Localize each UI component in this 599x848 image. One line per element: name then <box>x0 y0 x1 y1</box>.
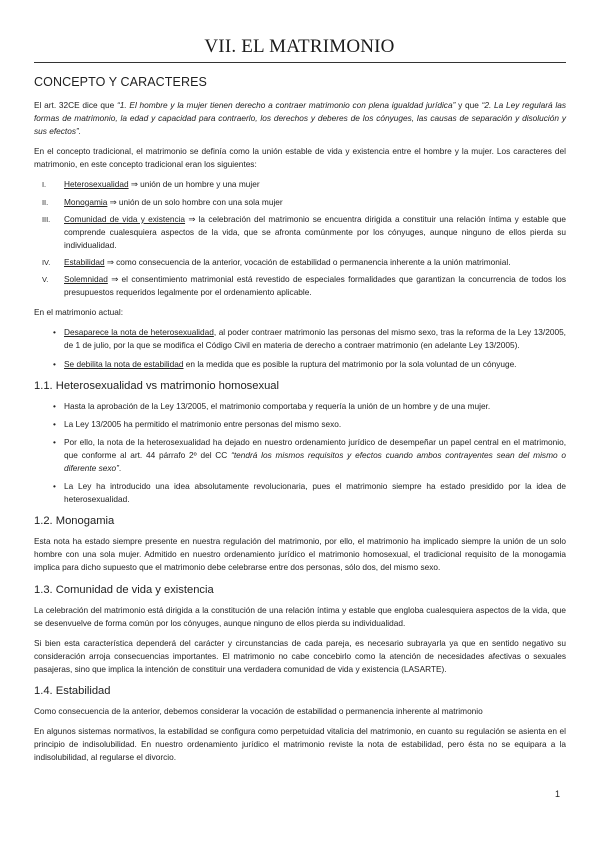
item-term: Desaparece la nota de heterosexualidad <box>64 327 214 338</box>
list-item <box>34 480 566 506</box>
subsection-heading-1-3: 1.3. Comunidad de vida y existencia <box>34 583 214 596</box>
list-item <box>34 436 566 475</box>
bullet-icon: • <box>53 358 56 369</box>
stability-paragraph-2: En algunos sistemas normativos, la estabilidad se configura como perpetuidad vitalicia del matrimonio, en cuanto su regulación se asienta en el principio de indisolubilidad. En nuestro ordenamiento jurídico el matrimonio reviste la nota de estabilidad, pero ésta no se equipara a la indisolubilidad, al regularse el divorcio. <box>34 726 566 763</box>
characters-list <box>34 178 566 299</box>
item-text: ⇒ como consecuencia de la anterior, vocación de estabilidad o permanencia inherente a la unión matrimonial. <box>104 256 511 267</box>
item-text: ⇒ unión de un solo hombre con una sola mujer <box>107 196 283 207</box>
title-divider <box>34 62 566 63</box>
traditional-concept-paragraph: En el concepto tradicional, el matrimonio se definía como la unión estable de vida y existencia entre el hombre y la mujer. Los caracteres del matrimonio, en este concepto tradicional eran los siguientes: <box>34 146 566 170</box>
item-text: ⇒ unión de un hombre y una mujer <box>128 179 260 190</box>
item-term: Comunidad de vida y existencia <box>64 213 186 224</box>
current-marriage-paragraph: En el matrimonio actual: <box>34 307 124 318</box>
stability-paragraph-1: Como consecuencia de la anterior, debemos considerar la vocación de estabilidad o permanencia inherente al matrimonio <box>34 706 483 716</box>
quote-article-44: “tendrá los mismos requisitos y efectos cuando ambos contrayentes sean del mismo o diferente sexo” <box>64 449 566 473</box>
bullet-icon: • <box>53 400 56 411</box>
item-text: Hasta la aprobación de la Ley 13/2005, el matrimonio comportaba y requería la unión de un hombre y de una mujer. <box>64 400 491 411</box>
item-text: ⇒ el consentimiento matrimonial está revestido de especiales formalidades que garantizan la concurrencia de todos los presupuestos requeridos legalmente por el ordenamiento aplicable. <box>64 274 566 298</box>
character-item <box>34 256 566 269</box>
item-text: La Ley ha introducido una idea absolutamente revolucionaria, pues el matrimonio siempre ha estado presidido por la idea de heterosexualidad. <box>64 481 566 505</box>
item-term: Heterosexualidad <box>64 179 129 190</box>
character-item <box>34 196 566 209</box>
item-term: Se debilita la nota de estabilidad <box>64 358 184 369</box>
item-number: III. <box>42 214 51 224</box>
community-paragraph-2: Si bien esta característica dependerá del carácter y circunstancias de cada pareja, es necesario subrayarla ya que en sentido negativo su consideración arroja consecuencias importantes. El matrimonio no cabe concebirlo como la atención de necesidades afectivas o sexuales pasajeras, sino que implica la intención de constituir una verdadera comunidad de vida y existencia (LASARTE). <box>34 637 566 674</box>
item-term: Estabilidad <box>64 256 105 267</box>
item-term: Solemnidad <box>64 274 108 285</box>
bullet-icon: • <box>53 481 56 492</box>
item-number: II. <box>42 197 49 207</box>
item-text: . <box>118 462 122 473</box>
item-text: La Ley 13/2005 ha permitido el matrimonio entre personas del mismo sexo. <box>64 418 342 429</box>
list-item <box>34 326 566 352</box>
community-paragraph-1: La celebración del matrimonio está dirigida a la constitución de una relación íntima y estable que engloba cualesquiera aspectos de la vida, que se desenvuelve de forma común por los cónyuges, aunque ninguno de ellos pierda su individualidad. <box>34 604 566 628</box>
page-number: 1 <box>555 789 561 799</box>
section-heading: CONCEPTO Y CARACTERES <box>34 75 207 89</box>
page-title: VII. EL MATRIMONIO <box>204 36 395 57</box>
character-item <box>34 273 566 299</box>
bullet-icon: • <box>53 436 56 447</box>
document-body <box>34 74 566 771</box>
heterosexuality-list <box>34 400 566 507</box>
list-item <box>34 400 566 413</box>
item-number: I. <box>42 180 47 190</box>
subsection-heading-1-1: 1.1. Heterosexualidad vs matrimonio homosexual <box>34 379 280 392</box>
list-item <box>34 418 566 431</box>
intro-connector: y que <box>455 100 482 110</box>
item-text: en la medida que es posible la ruptura del matrimonio por la sola voluntad de un cónyuge. <box>183 358 517 369</box>
quote-article-1: “1. El hombre y la mujer tienen derecho a contraer matrimonio con plena igualdad jurídica” <box>116 100 456 110</box>
item-number: IV. <box>42 257 51 267</box>
subsection-heading-1-2: 1.2. Monogamia <box>34 515 115 528</box>
character-item <box>34 213 566 252</box>
bullet-icon: • <box>53 327 56 338</box>
character-item <box>34 178 566 191</box>
subsection-heading-1-4: 1.4. Estabilidad <box>34 685 111 697</box>
bullet-icon: • <box>53 418 56 429</box>
list-item <box>34 358 566 371</box>
intro-text: El art. 32CE dice que <box>34 100 117 110</box>
intro-paragraph <box>34 99 566 138</box>
quote-article-2: “2. La Ley regulará las formas de matrimonio, la edad y capacidad para contraerlo, los derechos y deberes de los cónyuges, las causas de separación y disolución y sus efectos”. <box>34 100 566 137</box>
current-marriage-list <box>34 326 566 370</box>
item-text: , al poder contraer matrimonio las personas del mismo sexo, tras la reforma de la Ley 13/2005, de 1 de julio, por la que se modifica el Código Civil en materia de derecho a contraer matrimonio (en adelante Ley 13/2005). <box>64 327 566 351</box>
item-term: Monogamia <box>64 196 108 207</box>
item-text: ⇒ la celebración del matrimonio se encuentra dirigida a constituir una relación íntima y estable que comprende cualesquiera aspectos de la vida, que se afronta comúnmente por los cónyuges, aunque ninguno de ellos pierda su individualidad. <box>64 213 566 250</box>
item-text: Por ello, la nota de la heterosexualidad ha dejado en nuestro ordenamiento jurídico de desempeñar un papel central en el matrimonio, que conforme al art. 44 párrafo 2º del CC <box>64 436 566 460</box>
monogamy-paragraph: Esta nota ha estado siempre presente en nuestra regulación del matrimonio, por ello, el matrimonio ha implicado siempre la unión de un solo hombre con una sola mujer. Admitido en nuestro ordenamiento jurídico el matrimonio homosexual, el tradicional requisito de la monogamia implica para dicho supuesto que el matrimonio debe celebrarse entre dos personas, sólo dos, del mismo sexo. <box>34 536 566 573</box>
item-number: V. <box>42 275 49 285</box>
